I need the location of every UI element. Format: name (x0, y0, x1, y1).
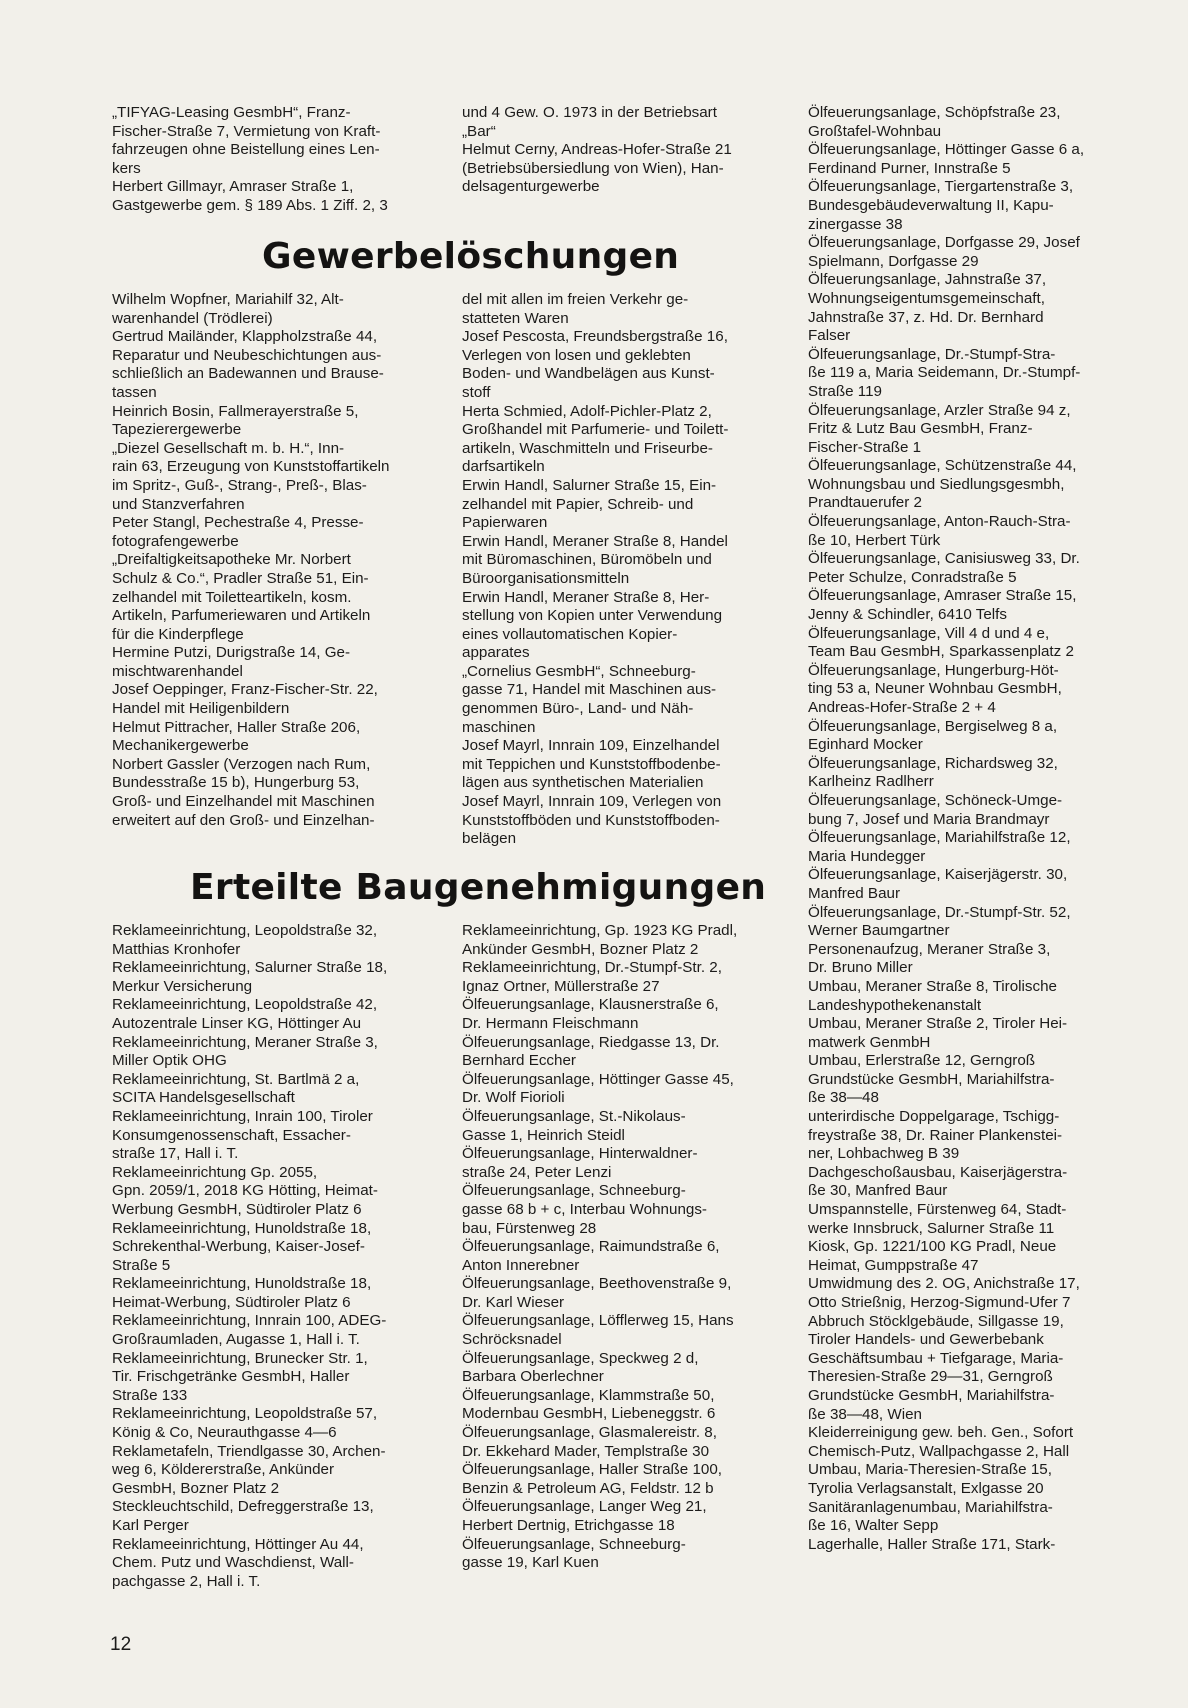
text-line: Herbert Dertnig, Etrichgasse 18 (462, 1517, 675, 1534)
text-line: zelhandel mit Toiletteartikeln, kosm. (112, 588, 352, 606)
text-line: Reklameeinrichtung, Inrain 100, Tiroler (112, 1107, 373, 1125)
text-line: „Dreifaltigkeitsapotheke Mr. Norbert (112, 551, 351, 569)
text-line: Ölfeuerungsanlage, Hinterwaldner- (462, 1145, 698, 1163)
text-line: Chemisch-Putz, Wallpachgasse 2, Hall (808, 1442, 1070, 1460)
text-line: Josef Pescosta, Freundsbergstraße 16, (462, 328, 728, 346)
text-line: Straße 5 (112, 1256, 171, 1274)
text-line: Eginhard Mocker (808, 736, 923, 754)
text-line: Karlheinz Radlherr (808, 773, 934, 791)
text-line: Ignaz Ortner, Müllerstraße 27 (462, 977, 660, 995)
text-line: Wilhelm Wopfner, Mariahilf 32, Alt- (112, 291, 344, 308)
text-line: Handel mit Heiligenbildern (112, 700, 290, 718)
text-line: Fischer-Straße 7, Vermietung von Kraft- (112, 122, 381, 140)
text-line: Ölfeuerungsanlage, Mariahilfstraße 12, (808, 829, 1071, 847)
text-line: Ölfeuerungsanlage, Schöpfstraße 23, (808, 104, 1061, 121)
text-line: GesmbH, Bozner Platz 2 (112, 1479, 280, 1497)
text-line: Reklameeinrichtung, Leopoldstraße 42, (112, 996, 378, 1014)
text-line: Ölfeuerungsanlage, Löfflerweg 15, Hans (462, 1312, 734, 1330)
text-line: Grundstücke GesmbH, Mariahilfstra- (808, 1386, 1055, 1404)
text-line: tassen (112, 383, 157, 401)
text-line: mischtwarenhandel (112, 662, 243, 680)
text-line: Straße 119 (808, 382, 883, 400)
text-line: Werbung GesmbH, Südtiroler Platz 6 (112, 1200, 362, 1218)
text-line: Ölfeuerungsanlage, Dr.-Stumpf-Str. 52, (808, 903, 1071, 921)
text-line: Barbara Oberlechner (462, 1368, 604, 1386)
text-line: Reklameeinrichtung Gp. 2055, (112, 1163, 318, 1181)
text-line: ße 38—48 (808, 1089, 879, 1107)
text-line: straße 17, Hall i. T. (112, 1145, 239, 1163)
text-line: zinergasse 38 (808, 215, 903, 233)
text-line: Reklameeinrichtung, Salurner Straße 18, (112, 959, 388, 977)
text-line: Falser (808, 327, 851, 345)
text-line: ting 53 a, Neuner Wohnbau GesmbH, (808, 680, 1062, 698)
text-line: Hermine Putzi, Durigstraße 14, Ge- (112, 644, 351, 662)
text-line: gasse 19, Karl Kuen (462, 1554, 599, 1572)
text-line: Peter Schulze, Conradstraße 5 (808, 568, 1017, 586)
heading-gewerbeloeschungen: Gewerbelöschungen (262, 236, 680, 277)
intro-column-middle (462, 104, 732, 197)
text-line: Miller Optik OHG (112, 1052, 227, 1070)
text-line: Gastgewerbe gem. § 189 Abs. 1 Ziff. 2, 3 (112, 196, 388, 214)
text-line: Umspannstelle, Fürstenweg 64, Stadt- (808, 1201, 1067, 1219)
text-line: ße 30, Manfred Baur (808, 1182, 948, 1200)
text-line: fotografengewerbe (112, 532, 239, 550)
text-line: Chem. Putz und Waschdienst, Wall- (112, 1554, 354, 1572)
text-line: im Spritz-, Guß-, Strang-, Preß-, Blas- (112, 476, 367, 494)
text-line: Kleiderreinigung gew. beh. Gen., Sofort (808, 1424, 1074, 1442)
text-line: Landeshypothekenanstalt (808, 996, 982, 1014)
text-line: Tyrolia Verlagsanstalt, Exlgasse 20 (808, 1479, 1044, 1497)
text-line: Schulz & Co.“, Pradler Straße 51, Ein- (112, 569, 369, 587)
text-line: Großhandel mit Parfumerie- und Toilett- (462, 421, 729, 439)
text-line: artikeln, Waschmitteln und Friseurbe- (462, 439, 713, 457)
text-line: Werner Baumgartner (808, 922, 950, 940)
text-line: Modernbau GesmbH, Liebeneggstr. 6 (462, 1405, 716, 1423)
text-line: Ölfeuerungsanlage, Höttinger Gasse 45, (462, 1070, 734, 1088)
text-line: fahrzeugen ohne Beistellung eines Len- (112, 141, 380, 159)
text-line: Personenaufzug, Meraner Straße 3, (808, 940, 1051, 958)
text-line: Umbau, Meraner Straße 8, Tirolische (808, 977, 1057, 995)
text-line: Ölfeuerungsanlage, Dr.-Stumpf-Stra- (808, 345, 1056, 363)
text-line: Reparatur und Neubeschichtungen aus- (112, 346, 382, 364)
text-line: Ölfeuerungsanlage, Jahnstraße 37, (808, 271, 1047, 289)
heading-erteilte-baugenehmigungen: Erteilte Baugenehmigungen (190, 867, 767, 908)
text-line: Peter Stangl, Pechestraße 4, Presse- (112, 514, 364, 532)
text-line: Ölfeuerungsanlage, Speckweg 2 d, (462, 1349, 699, 1367)
text-line: darfsartikeln (462, 458, 545, 476)
text-line: Reklameeinrichtung, Innrain 100, ADEG- (112, 1312, 387, 1330)
text-line: Andreas-Hofer-Straße 2 + 4 (808, 699, 996, 716)
text-line: Ölfeuerungsanlage, Richardsweg 32, (808, 754, 1058, 772)
text-line: „Bar“ (462, 122, 496, 140)
text-line: König & Co, Neurauthgasse 4—6 (112, 1424, 337, 1442)
text-line: Ankünder GesmbH, Bozner Platz 2 (462, 940, 699, 958)
text-line: Ferdinand Purner, Innstraße 5 (808, 159, 1011, 177)
text-line: Ölfeuerungsanlage, Höttinger Gasse 6 a, (808, 141, 1085, 159)
text-line: Herta Schmied, Adolf-Pichler-Platz 2, (462, 402, 712, 420)
text-line: Maria Hundegger (808, 847, 926, 865)
text-line: Erwin Handl, Meraner Straße 8, Her- (462, 588, 710, 606)
text-line: ße 10, Herbert Türk (808, 531, 941, 549)
text-line: del mit allen im freien Verkehr ge- (462, 291, 689, 308)
text-line: Konsumgenossenschaft, Essacher- (112, 1126, 351, 1144)
text-line: apparates (462, 644, 530, 662)
text-line: Reklametafeln, Triendlgasse 30, Archen- (112, 1442, 386, 1460)
text-line: Manfred Baur (808, 884, 901, 902)
text-line: Reklameeinrichtung, Dr.-Stumpf-Str. 2, (462, 959, 722, 977)
text-line: Ölfeuerungsanlage, Kaiserjägerstr. 30, (808, 866, 1068, 884)
text-line: Ölfeuerungsanlage, Dorfgasse 29, Josef (808, 234, 1080, 252)
text-line: Boden- und Wandbelägen aus Kunst- (462, 365, 715, 383)
text-line: Helmut Cerny, Andreas-Hofer-Straße 21 (462, 141, 732, 159)
text-line: Josef Oeppinger, Franz-Fischer-Str. 22, (112, 681, 378, 699)
baugenehmigungen-column-middle (462, 922, 737, 1573)
text-line: genommen Büro-, Land- und Näh- (462, 700, 694, 718)
text-line: Benzin & Petroleum AG, Feldstr. 12 b (462, 1479, 714, 1497)
text-line: Großraumladen, Augasse 1, Hall i. T. (112, 1331, 360, 1349)
text-line: Anton Innerebner (462, 1256, 580, 1274)
text-line: „Cornelius GesmbH“, Schneeburg- (462, 662, 696, 680)
text-line: bung 7, Josef und Maria Brandmayr (808, 810, 1050, 828)
text-line: Ölfeuerungsanlage, Amraser Straße 15, (808, 587, 1077, 605)
text-line: straße 24, Peter Lenzi (462, 1163, 612, 1181)
text-line: Ölfeuerungsanlage, Tiergartenstraße 3, (808, 178, 1074, 196)
text-line: Heimat-Werbung, Südtiroler Platz 6 (112, 1293, 351, 1311)
text-line: Ölfeuerungsanlage, Schneeburg- (462, 1182, 686, 1200)
text-line: Tiroler Handels- und Gewerbebank (808, 1331, 1044, 1349)
text-line: Team Bau GesmbH, Sparkassenplatz 2 (808, 643, 1074, 661)
baugenehmigungen-column-left (112, 922, 387, 1591)
text-line: Reklameeinrichtung, Brunecker Str. 1, (112, 1349, 368, 1367)
text-line: Reklameeinrichtung, Leopoldstraße 32, (112, 922, 378, 939)
text-line: freystraße 38, Dr. Rainer Plankenstei- (808, 1126, 1063, 1144)
text-line: für die Kinderpflege (112, 625, 244, 643)
text-line: Ölfeuerungsanlage, Bergiselweg 8 a, (808, 717, 1058, 735)
text-line: Umwidmung des 2. OG, Anichstraße 17, (808, 1275, 1080, 1293)
text-line: Wohnungseigentumsgemeinschaft, (808, 289, 1045, 307)
text-line: Ölfeuerungsanlage, Beethovenstraße 9, (462, 1275, 732, 1293)
text-line: Ölfeuerungsanlage, Schöneck-Umge- (808, 791, 1063, 809)
gewerbeloeschungen-column-middle (462, 291, 728, 849)
text-line: lägen aus synthetischen Materialien (462, 774, 704, 792)
text-line: Papierwaren (462, 514, 548, 532)
text-line: Reklameeinrichtung, Höttinger Au 44, (112, 1535, 364, 1553)
text-line: Gpn. 2059/1, 2018 KG Hötting, Heimat- (112, 1182, 378, 1200)
text-line: Gasse 1, Heinrich Steidl (462, 1126, 625, 1144)
text-line: Mechanikergewerbe (112, 737, 249, 755)
text-line: rain 63, Erzeugung von Kunststoffartikeln (112, 458, 390, 476)
text-line: und 4 Gew. O. 1973 in der Betriebsart (462, 104, 717, 121)
text-line: Heinrich Bosin, Fallmerayerstraße 5, (112, 402, 359, 420)
text-line: mit Büromaschinen, Büromöbeln und (462, 551, 712, 569)
text-line: Kunststoffböden und Kunststoffboden- (462, 811, 720, 829)
text-line: stoff (462, 383, 491, 401)
text-line: Fritz & Lutz Bau GesmbH, Franz- (808, 420, 1033, 438)
text-line: Theresien-Straße 29—31, Gerngroß (808, 1368, 1053, 1386)
text-line: Lagerhalle, Haller Straße 171, Stark- (808, 1535, 1056, 1553)
text-line: mit Teppichen und Kunststoffbodenbe- (462, 755, 721, 773)
text-line: ße 38—48, Wien (808, 1405, 922, 1423)
text-line: Dachgeschoßausbau, Kaiserjägerstra- (808, 1163, 1068, 1181)
text-line: Merkur Versicherung (112, 977, 253, 995)
text-line: Ölfeuerungsanlage, Riedgasse 13, Dr. (462, 1033, 720, 1051)
text-line: gasse 71, Handel mit Maschinen aus- (462, 681, 717, 699)
text-line: Helmut Pittracher, Haller Straße 206, (112, 718, 361, 736)
text-line: delsagenturgewerbe (462, 178, 600, 196)
text-line: Steckleuchtschild, Defreggerstraße 13, (112, 1498, 374, 1516)
text-line: zelhandel mit Papier, Schreib- und (462, 495, 694, 513)
text-line: Dr. Hermann Fleischmann (462, 1014, 639, 1032)
text-line: Matthias Kronhofer (112, 940, 241, 958)
right-column (808, 104, 1084, 1554)
text-line: Reklameeinrichtung, Hunoldstraße 18, (112, 1219, 372, 1237)
text-line: Dr. Karl Wieser (462, 1293, 565, 1311)
text-line: Erwin Handl, Meraner Straße 8, Handel (462, 532, 728, 550)
text-line: „Diezel Gesellschaft m. b. H.“, Inn- (112, 439, 345, 457)
intro-column-left (112, 104, 388, 216)
text-line: Ölfeuerungsanlage, Klammstraße 50, (462, 1386, 715, 1404)
text-line: matwerk GenmbH (808, 1033, 931, 1051)
text-line: Dr. Ekkehard Mader, Templstraße 30 (462, 1442, 710, 1460)
text-line: Jenny & Schindler, 6410 Telfs (808, 606, 1007, 624)
text-line: Gertrud Mailänder, Klappholzstraße 44, (112, 328, 378, 346)
text-line: Schröcksnadel (462, 1331, 562, 1349)
text-line: Wohnungsbau und Siedlungsgesmbh, (808, 475, 1065, 493)
text-line: Ölfeuerungsanlage, Schützenstraße 44, (808, 457, 1077, 475)
text-line: Artikeln, Parfumeriewaren und Artikeln (112, 607, 371, 625)
text-line: maschinen (462, 718, 536, 736)
text-line: Grundstücke GesmbH, Mariahilfstra- (808, 1070, 1055, 1088)
text-line: bau, Fürstenweg 28 (462, 1219, 597, 1237)
text-line: Otto Strießnig, Herzog-Sigmund-Ufer 7 (808, 1294, 1071, 1311)
text-line: Prandtauerufer 2 (808, 494, 922, 512)
text-line: Ölfeuerungsanlage, Arzler Straße 94 z, (808, 401, 1071, 419)
text-line: Reklameeinrichtung, Gp. 1923 KG Pradl, (462, 922, 738, 939)
text-line: ße 119 a, Maria Seidemann, Dr.-Stumpf- (808, 364, 1081, 382)
text-line: Ölfeuerungsanlage, Anton-Rauch-Stra- (808, 513, 1071, 531)
text-line: Straße 133 (112, 1386, 188, 1404)
text-line: Schrekenthal-Werbung, Kaiser-Josef- (112, 1238, 365, 1256)
text-line: Ölfeuerungsanlage, Haller Straße 100, (462, 1461, 723, 1479)
text-line: und Stanzverfahren (112, 495, 245, 513)
text-line: statteten Waren (462, 309, 569, 327)
text-line: belägen (462, 830, 517, 848)
text-line: Verlegen von losen und geklebten (462, 346, 691, 364)
text-line: ner, Lohbachweg B 39 (808, 1145, 960, 1163)
text-line: Dr. Wolf Fiorioli (462, 1089, 565, 1107)
text-line: Josef Mayrl, Innrain 109, Einzelhandel (462, 737, 720, 755)
text-line: Ölfeuerungsanlage, Raimundstraße 6, (462, 1238, 720, 1256)
text-line: SCITA Handelsgesellschaft (112, 1089, 295, 1107)
text-line: eines vollautomatischen Kopier- (462, 625, 678, 643)
text-line: stellung von Kopien unter Verwendung (462, 607, 723, 625)
text-line: Ölfeuerungsanlage, Canisiusweg 33, Dr. (808, 550, 1080, 568)
text-line: Ölfeuerungsanlage, Schneeburg- (462, 1535, 686, 1553)
text-line: Ölfeuerungsanlage, Vill 4 d und 4 e, (808, 624, 1050, 642)
text-line: Josef Mayrl, Innrain 109, Verlegen von (462, 793, 722, 811)
text-line: Ölfeuerungsanlage, Klausnerstraße 6, (462, 996, 719, 1014)
text-line: Bundesgebäudeverwaltung II, Kapu- (808, 196, 1054, 214)
text-line: Norbert Gassler (Verzogen nach Rum, (112, 755, 371, 773)
text-line: Reklameeinrichtung, Hunoldstraße 18, (112, 1275, 372, 1293)
text-line: (Betriebsübersiedlung von Wien), Han- (462, 159, 724, 177)
text-line: Großtafel-Wohnbau (808, 122, 942, 140)
text-line: Kiosk, Gp. 1221/100 KG Pradl, Neue (808, 1238, 1057, 1256)
text-line: gasse 68 b + c, Interbau Wohnungs- (462, 1200, 707, 1218)
text-line: Ölfeuerungsanlage, Glasmalereistr. 8, (462, 1424, 717, 1442)
text-line: warenhandel (Trödlerei) (112, 309, 273, 327)
text-line: ße 16, Walter Sepp (808, 1517, 939, 1535)
text-line: werke Innsbruck, Salurner Straße 11 (808, 1219, 1055, 1237)
text-line: weg 6, Köldererstraße, Ankünder (112, 1461, 335, 1479)
text-line: Bernhard Eccher (462, 1052, 576, 1070)
text-line: Ölfeuerungsanlage, Langer Weg 21, (462, 1498, 707, 1516)
text-line: Spielmann, Dorfgasse 29 (808, 252, 979, 270)
text-line: schließlich an Badewannen und Brause- (112, 365, 384, 383)
text-line: Jahnstraße 37, z. Hd. Dr. Bernhard (808, 308, 1044, 326)
text-line: Erwin Handl, Salurner Straße 15, Ein- (462, 476, 717, 494)
text-line: Abbruch Stöcklgebäude, Sillgasse 19, (808, 1312, 1064, 1330)
text-line: Tapezierergewerbe (112, 421, 242, 439)
text-line: Karl Perger (112, 1517, 189, 1534)
text-line: Umbau, Meraner Straße 2, Tiroler Hei- (808, 1015, 1068, 1033)
text-line: unterirdische Doppelgarage, Tschigg- (808, 1108, 1060, 1126)
text-line: Umbau, Erlerstraße 12, Gerngroß (808, 1052, 1036, 1070)
text-line: Tir. Frischgetränke GesmbH, Haller (112, 1368, 350, 1386)
text-line: Autozentrale Linser KG, Höttinger Au (112, 1014, 362, 1032)
text-line: Herbert Gillmayr, Amraser Straße 1, (112, 178, 354, 196)
text-line: Geschäftsumbau + Tiefgarage, Maria- (808, 1349, 1064, 1367)
text-line: erweitert auf den Groß- und Einzelhan- (112, 811, 375, 829)
page-number: 12 (110, 1634, 132, 1655)
gewerbeloeschungen-column-left (112, 291, 389, 830)
text-line: Bundesstraße 15 b), Hungerburg 53, (112, 774, 360, 792)
text-line: Büroorganisationsmitteln (462, 569, 630, 587)
text-line: Fischer-Straße 1 (808, 438, 922, 456)
text-line: Reklameeinrichtung, St. Bartlmä 2 a, (112, 1070, 360, 1088)
text-line: Ölfeuerungsanlage, St.-Nikolaus- (462, 1107, 686, 1125)
text-line: Ölfeuerungsanlage, Hungerburg-Höt- (808, 661, 1059, 679)
text-line: Reklameeinrichtung, Leopoldstraße 57, (112, 1405, 378, 1423)
text-line: Umbau, Maria-Theresien-Straße 15, (808, 1461, 1052, 1479)
text-line: Heimat, Gumppstraße 47 (808, 1256, 979, 1274)
text-line: Sanitäranlagenumbau, Mariahilfstra- (808, 1498, 1053, 1516)
text-line: Reklameeinrichtung, Meraner Straße 3, (112, 1033, 378, 1051)
text-line: Dr. Bruno Miller (808, 959, 913, 977)
text-line: Groß- und Einzelhandel mit Maschinen (112, 793, 375, 811)
text-line: „TIFYAG-Leasing GesmbH“, Franz- (112, 104, 351, 121)
text-line: kers (112, 159, 141, 177)
text-line: pachgasse 2, Hall i. T. (112, 1572, 261, 1590)
